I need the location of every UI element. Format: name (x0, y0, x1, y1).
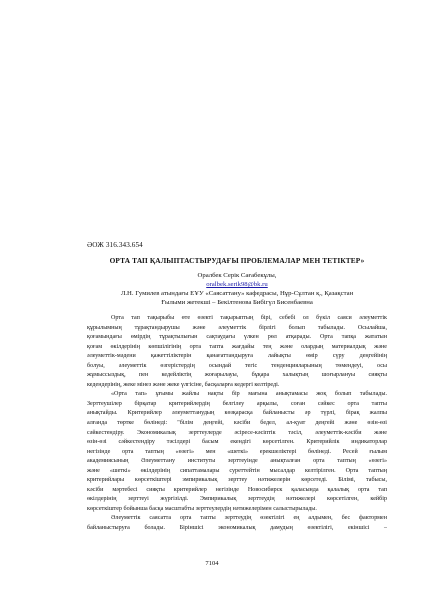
body-line: байланыстыруға болады. Біріншісі экономикалық дамудың өзектілігі, екіншісі – (87, 525, 387, 532)
body-text (87, 314, 387, 534)
body-line: кедендерінің, жеке мінез және жеке үлгісіне, басқаларға кедергі келтіреді. (87, 381, 280, 388)
body-line: жұмыссыздық, пен кедейліктің жоғарылауы, бұқара халықтың шоғырлануы сияқты (87, 372, 387, 379)
body-line: академиясының Әлеуметтану институты зерттеуінде анықталған орта таптың «өзегі» (87, 458, 387, 465)
body-line: критерийлары көрсеткіштері эмпирикалық зерттеу нәтижелерін көрсетеді. Білімі, табысы, (87, 477, 387, 484)
author-email-link[interactable]: oralbek.serik98@bk.ru (206, 281, 268, 288)
body-line: кәсіби мәртебесі сияқты критерийлер негізінде Новосибирск қаласында қалалық орта тап (87, 486, 387, 493)
article-title: ОРТА ТАП ҚАЛЫПТАСТЫРУДАҒЫ ПРОБЛЕМАЛАР МЕН ТЕТІКТЕР» (109, 256, 365, 265)
body-line: сәйкестендіру. Экономикалық зерттеулерде әсіресе-кәсіптік тәсіл, әлеуметтік-кәсіби және (87, 429, 387, 436)
scientific-supervisor: Ғылыми жетекші – Бекілтенова Бибігүл Бисенбаевна (161, 299, 313, 306)
body-line: Орта тап тақырыбы өте өзекті тақырыптың бірі, себебі ол бүкіл саяси әлеуметтік (111, 315, 387, 321)
body-line: көрсеткіштер бойынша басқа масштабты зерттеулердің нәтижелерімен салыстырылады. (87, 505, 317, 512)
body-line: өзін-өзі сәйкестендіру тәсілдері басым екендігі көрсетілген. Критерийлік индикаторлар (87, 439, 387, 446)
page-number: 7104 (205, 560, 219, 567)
body-line: Зерттеушілер бірқатар критерийлердің белгілеу арқылы, соған сәйкес орта тапты (87, 400, 387, 407)
udc-code: ӘОЖ 316.343.654 (87, 241, 143, 249)
body-line: болуы, әлеуметтік өзгерістердің осындай тегіс тенденцияларының төмендеуі, осы (87, 362, 387, 369)
body-line: өкілдерінің зерттеуі жүргізілді. Эмпирикалық зерттеудің нәтижелері көрсетілген, кейбір (87, 496, 387, 503)
body-line: «Орта тап» ұғымы жайлы нақты бір мағына анықтамасы жоқ болып табылады. (111, 391, 387, 398)
body-line: қоғам өкілдерінің көпшілігінің орта тапта жағдайы тең және олардың материалдық және (87, 343, 387, 350)
body-line: және «шеткі» өкілдерінің сипаттамалары суреттейтін мысалдар келтірілген. Орта таптың (87, 467, 387, 474)
author-name: Оралбек Серік Сағабекұлы, (197, 272, 277, 279)
body-line: Әлеуметтік саясатта орта тапты зерттеудің өзектілігі ең алдымен, бес фактормен (111, 515, 387, 522)
body-line: құрылымның тұрақтандырушы және әлеуметтік бірлігі болып табылады. Осылайша, (87, 324, 387, 331)
body-line: алғанда төртке бөлінеді: "білім деңгейі, кәсіби бедел, ал-қуат деңгейі және өзін-өзі (87, 420, 387, 427)
author-affiliation: Л.Н. Гумилев атындағы ЕҰУ «Саясаттану» кафедрасы, Нұр-Сұлтан қ., Қазақстан (120, 290, 354, 297)
body-line: қоғамындағы өмірдің тұрақтылығын сақтаудағы үлкен рөл атқарады. Орта тапқа жататын (87, 334, 387, 341)
body-line: әлеуметтік-мәдени қажеттіліктерін қанағаттандыруға лайықты өмір сүру деңгейінің (87, 353, 387, 360)
body-line: анықтайды. Критерийлер әлеуметтанудың көзқарасқа байланысты әр түрлі, бірақ жалпы (87, 410, 387, 417)
body-line: негізінде орта таптың «өзегі» мен «шеткі» ерекшеліктері бөлінеді. Ресей ғылым (87, 448, 387, 455)
